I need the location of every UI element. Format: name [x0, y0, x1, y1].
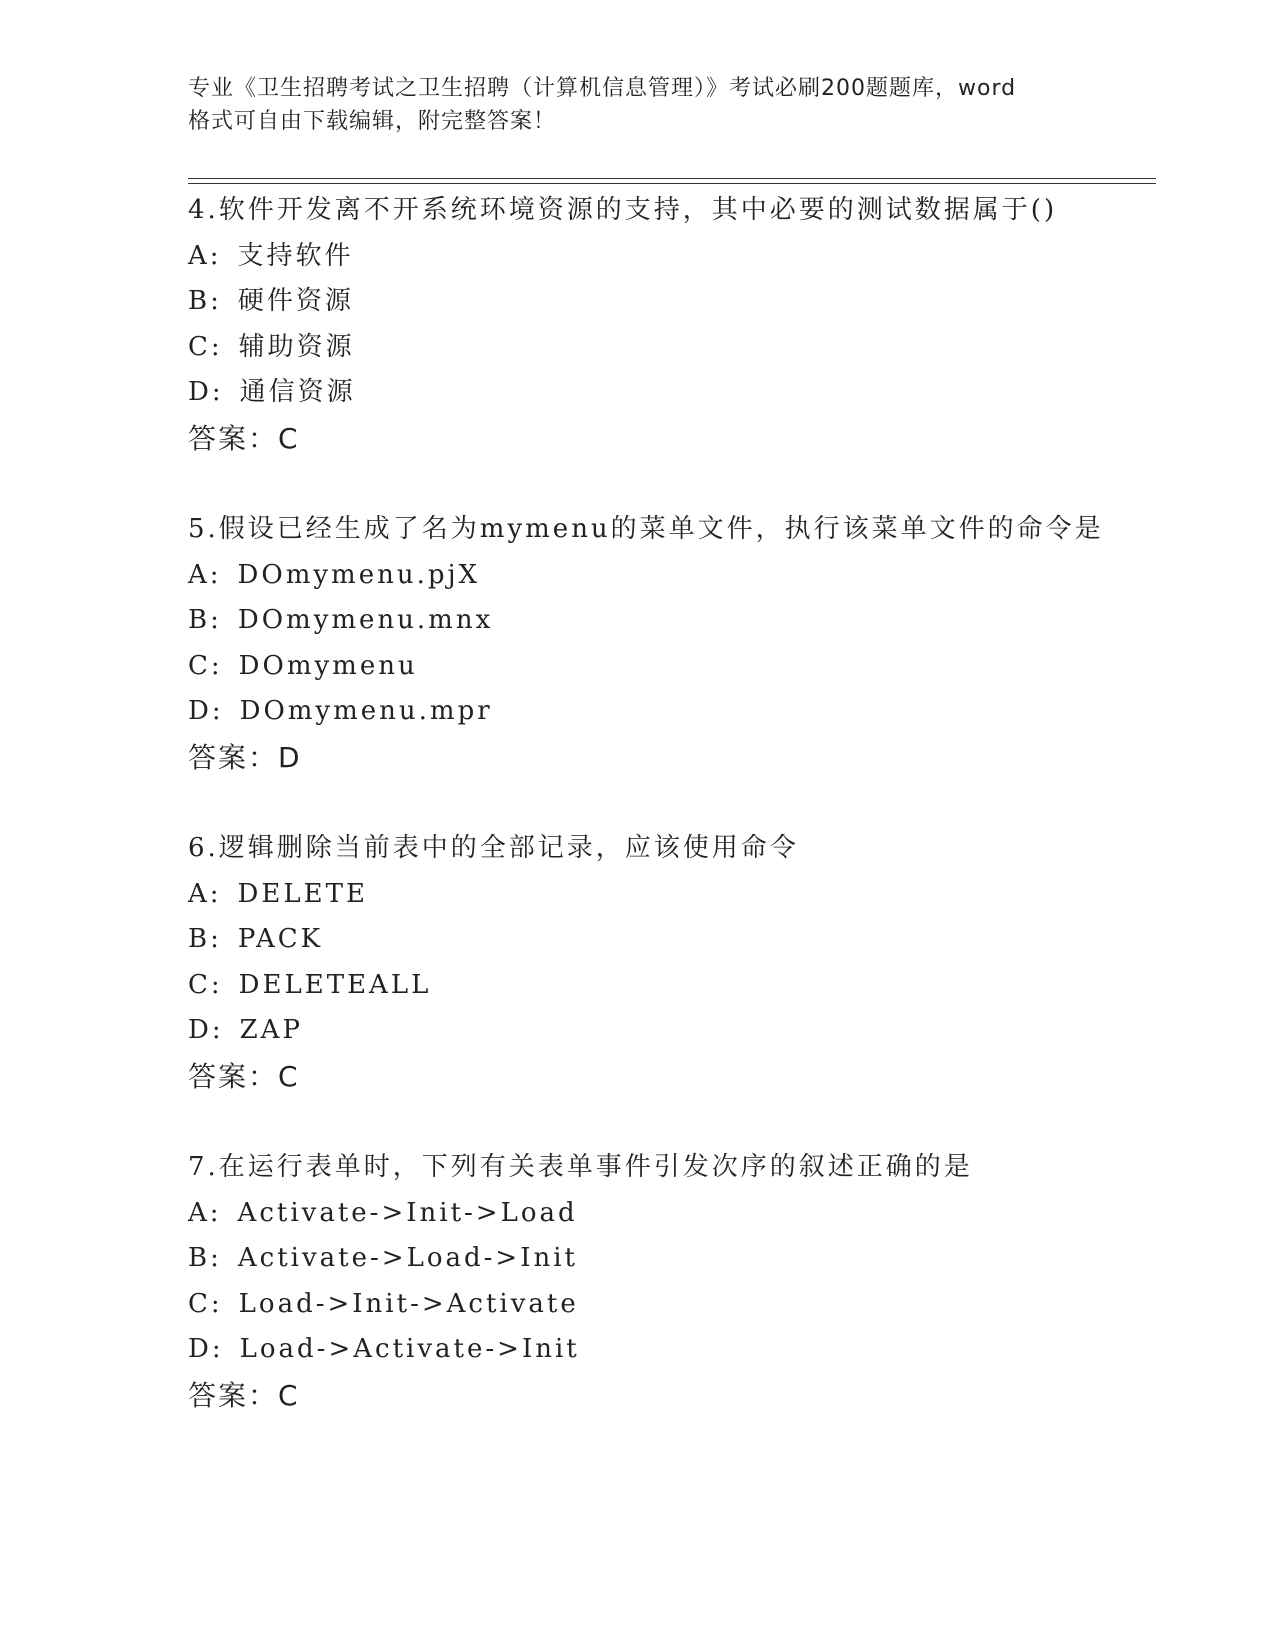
question-text: 7.在运行表单时，下列有关表单事件引发次序的叙述正确的是 [188, 1152, 973, 1182]
question-6 [188, 826, 1168, 1099]
answer-line: 答案：C [188, 1059, 300, 1093]
question-text: 5.假设已经生成了名为mymenu的菜单文件，执行该菜单文件的命令是 [188, 514, 1104, 544]
question-7 [188, 1145, 1168, 1418]
header-divider-top [188, 178, 1156, 179]
option-c: C: DOmymenu [188, 650, 418, 681]
option-b: B: 硬件资源 [188, 286, 354, 316]
document-header [188, 72, 1088, 138]
option-a: A: Activate->Init->Load [188, 1197, 578, 1228]
option-c: C: 辅助资源 [188, 331, 355, 362]
option-d: D: 通信资源 [188, 377, 356, 407]
option-b: B: Activate->Load->Init [188, 1243, 578, 1273]
answer-line: 答案：C [188, 421, 300, 455]
header-line-1: 专业《卫生招聘考试之卫生招聘（计算机信息管理）》考试必刷200题题库，word [188, 76, 1017, 101]
option-c: C: DELETEALL [188, 969, 432, 1000]
option-a: A: 支持软件 [188, 240, 354, 271]
question-text: 6.逻辑删除当前表中的全部记录，应该使用命令 [188, 833, 799, 863]
option-a: A: DOmymenu.pjX [188, 559, 481, 590]
option-d: D: Load->Activate->Init [188, 1334, 580, 1364]
answer-line: 答案：C [188, 1378, 300, 1412]
header-divider-bottom [188, 183, 1156, 184]
answer-line: 答案：D [188, 740, 302, 774]
option-d: D: ZAP [188, 1015, 303, 1045]
question-5 [188, 507, 1168, 780]
option-b: B: DOmymenu.mnx [188, 605, 494, 635]
question-4 [188, 188, 1168, 461]
header-line-2: 格式可自由下载编辑，附完整答案！ [188, 109, 557, 134]
option-d: D: DOmymenu.mpr [188, 696, 493, 726]
option-c: C: Load->Init->Activate [188, 1288, 579, 1319]
option-a: A: DELETE [188, 878, 368, 909]
option-b: B: PACK [188, 924, 324, 954]
question-text: 4.软件开发离不开系统环境资源的支持，其中必要的测试数据属于() [188, 195, 1058, 225]
